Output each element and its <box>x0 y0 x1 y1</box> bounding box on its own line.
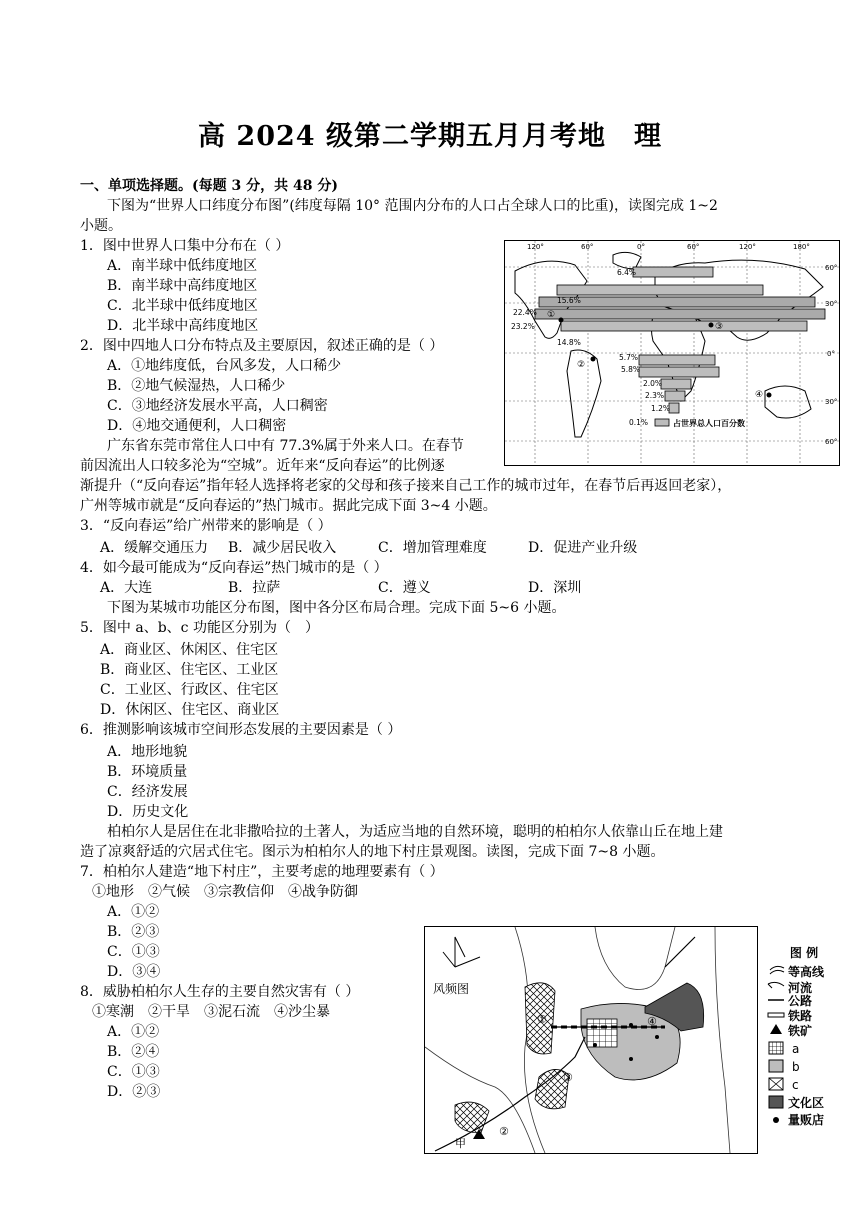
question-3: 3．“反向春运”给广州带来的影响是（ ） <box>80 518 332 534</box>
point-label: ② <box>577 360 586 370</box>
option: B．商业区、住宅区、工业区 <box>100 662 279 678</box>
option: C．①③ <box>107 944 160 960</box>
option: C．经济发展 <box>107 784 188 800</box>
option: A．①地纬度低，台风多发，人口稀少 <box>107 358 342 374</box>
page-title: 高 2024 级第二学期五月月考地 理 <box>198 121 662 152</box>
point-label: ③ <box>563 1071 573 1084</box>
point-label: ④ <box>755 390 764 400</box>
point-label: ① <box>537 1013 547 1026</box>
question-5: 5．图中 a、b、c 功能区分别为（ ） <box>80 620 319 636</box>
passage-line: 广东省东莞市常住人口中有 77.3%属于外来人口。在春节 <box>107 438 464 454</box>
option: B．拉萨 <box>228 580 281 596</box>
point-label: ④ <box>647 1015 657 1028</box>
passage-line: 造了凉爽舒适的穴居式住宅。图示为柏柏尔人的地下村庄景观图。读图，完成下面 7~8 小题。 <box>80 844 665 860</box>
lat-label: 30° <box>825 300 838 308</box>
option: D．③④ <box>107 964 161 980</box>
world-population-map <box>504 240 840 466</box>
pct-label: 22.4% <box>513 308 537 317</box>
question-7: 7．柏柏尔人建造“地下村庄”，主要考虑的地理要素有（ ） <box>80 864 444 880</box>
option: D．休闲区、住宅区、商业区 <box>100 702 280 718</box>
pct-label: 2.0% <box>643 379 663 388</box>
wind-rose-label: 风频图 <box>433 982 470 996</box>
intro-line: 小题。 <box>80 218 122 234</box>
lon-label: 120° <box>527 243 544 251</box>
pct-label: 1.2% <box>651 404 671 413</box>
choices: ①地形 ②气候 ③宗教信仰 ④战争防御 <box>92 884 358 900</box>
option: D．④地交通便利，人口稠密 <box>107 418 287 434</box>
passage-line: 前因流出人口较多沦为“空城”。近年来“反向春运”的比例逐 <box>80 458 445 474</box>
legend-item: c <box>792 1078 799 1092</box>
legend-title: 图 例 <box>789 946 819 960</box>
option: A．大连 <box>100 580 153 596</box>
pct-label: 6.4% <box>617 268 637 277</box>
jia-label: 甲 <box>455 1137 466 1150</box>
option: D．北半球中高纬度地区 <box>107 318 259 334</box>
question-6: 6．推测影响该城市空间形态发展的主要因素是（ ） <box>80 722 402 738</box>
question-1: 1．图中世界人口集中分布在（ ） <box>80 238 290 254</box>
passage-line: 渐提升（“反向春运”指年轻人选择将老家的父母和孩子接来自己工作的城市过年，在春节后再返回老家）， <box>80 478 732 494</box>
option: C．北半球中低纬度地区 <box>107 298 258 314</box>
choices: ①寒潮 ②干旱 ③泥石流 ④沙尘暴 <box>92 1004 330 1020</box>
legend-item: 铁路 <box>788 1009 813 1023</box>
legend-item: 文化区 <box>788 1096 825 1110</box>
option: C．遵义 <box>378 580 431 596</box>
lat-label: 60° <box>825 438 838 446</box>
intro-line: 下图为“世界人口纬度分布图”(纬度每隔 10° 范围内分布的人口占全球人口的比重)，读图完成 1~2 <box>107 198 718 214</box>
option: D．深圳 <box>528 580 582 596</box>
legend-item: 铁矿 <box>788 1024 813 1038</box>
pct-label: 23.2% <box>511 322 535 331</box>
legend-item: b <box>792 1060 800 1074</box>
option: A．南半球中低纬度地区 <box>107 258 258 274</box>
pct-label: 2.3% <box>645 391 665 400</box>
pct-label: 15.6% <box>557 296 581 305</box>
pct-label: 5.8% <box>621 365 641 374</box>
point-label: ③ <box>715 322 724 332</box>
passage-line: 下图为某城市功能区分布图，图中各分区布局合理。完成下面 5~6 小题。 <box>107 600 566 616</box>
lat-label: 60° <box>825 264 838 272</box>
lon-label: 0° <box>637 243 645 251</box>
legend-item: 河流 <box>788 981 813 995</box>
lon-label: 180° <box>793 243 810 251</box>
point-label: ① <box>547 310 556 320</box>
question-2: 2．图中四地人口分布特点及主要原因，叙述正确的是（ ） <box>80 338 444 354</box>
option: B．②③ <box>107 924 160 940</box>
city-map-legend <box>764 944 844 1154</box>
lon-label: 120° <box>739 243 756 251</box>
option: C．①③ <box>107 1064 160 1080</box>
lat-label: 0° <box>827 350 835 358</box>
lon-label: 60° <box>581 243 594 251</box>
legend-item: a <box>792 1042 800 1056</box>
option: D．②③ <box>107 1084 161 1100</box>
option: A．地形地貌 <box>107 744 188 760</box>
pct-label: 5.7% <box>619 353 639 362</box>
option: C．工业区、行政区、住宅区 <box>100 682 279 698</box>
option: B．②④ <box>107 1044 160 1060</box>
pct-label: 14.8% <box>557 338 581 347</box>
lat-label: 30° <box>825 398 838 406</box>
question-8: 8．威胁柏柏尔人生存的主要自然灾害有（ ） <box>80 984 360 1000</box>
section-heading: 一、单项选择题。(每题 3 分，共 48 分) <box>80 178 338 194</box>
option: A．商业区、休闲区、住宅区 <box>100 642 279 658</box>
option: C．③地经济发展水平高，人口稠密 <box>107 398 328 414</box>
passage-line: 柏柏尔人是居住在北非撒哈拉的土著人，为适应当地的自然环境，聪明的柏柏尔人依靠山丘在地上建 <box>107 824 723 840</box>
option: D．历史文化 <box>107 804 189 820</box>
option: A．缓解交通压力 <box>100 540 209 556</box>
map-legend: 占世界总人口百分数 <box>673 419 745 428</box>
legend-item: 公路 <box>788 994 813 1008</box>
question-4: 4．如今最可能成为“反向春运”热门城市的是（ ） <box>80 560 388 576</box>
legend-item: 等高线 <box>788 965 825 979</box>
option: A．①② <box>107 1024 160 1040</box>
point-label: ② <box>499 1125 509 1138</box>
city-function-map <box>424 926 758 1154</box>
option: B．②地气候湿热，人口稀少 <box>107 378 286 394</box>
option: C．增加管理难度 <box>378 540 487 556</box>
option: B．环境质量 <box>107 764 188 780</box>
option: A．①② <box>107 904 160 920</box>
pct-label: 0.1% <box>629 418 649 427</box>
option: B．减少居民收入 <box>228 540 337 556</box>
option: D．促进产业升级 <box>528 540 638 556</box>
legend-item: 量贩店 <box>788 1113 825 1127</box>
passage-line: 广州等城市就是“反向春运的”热门城市。据此完成下面 3~4 小题。 <box>80 498 497 514</box>
lon-label: 60° <box>687 243 700 251</box>
option: B．南半球中高纬度地区 <box>107 278 258 294</box>
